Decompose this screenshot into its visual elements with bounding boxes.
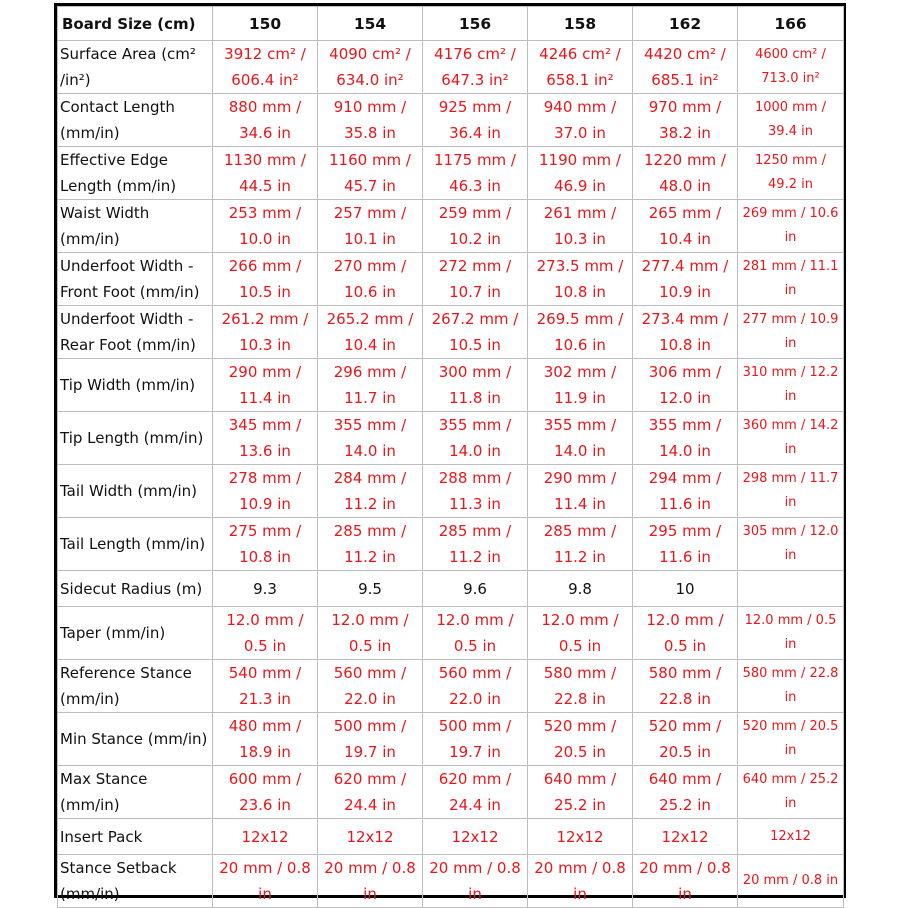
row-label: Max Stance (mm/in) [58,766,213,819]
spec-value-cell: 1175 mm / 46.3 in [423,147,528,200]
spec-value-cell: 20 mm / 0.8 in [318,855,423,908]
spec-value-cell: 306 mm / 12.0 in [633,359,738,412]
spec-value-cell: 12.0 mm / 0.5 in [213,607,318,660]
table-row [58,41,844,94]
spec-value-cell: 269.5 mm / 10.6 in [528,306,633,359]
spec-value-cell: 277 mm / 10.9 in [738,306,844,359]
spec-value-cell: 3912 cm² / 606.4 in² [213,41,318,94]
spec-value-cell: 300 mm / 11.8 in [423,359,528,412]
spec-value-cell: 9.5 [318,571,423,607]
spec-value-cell: 12.0 mm / 0.5 in [423,607,528,660]
spec-value-cell: 520 mm / 20.5 in [528,713,633,766]
spec-value-cell: 880 mm / 34.6 in [213,94,318,147]
spec-value-cell: 4090 cm² / 634.0 in² [318,41,423,94]
spec-value-cell: 970 mm / 38.2 in [633,94,738,147]
spec-value-cell: 285 mm / 11.2 in [318,518,423,571]
row-label: Sidecut Radius (m) [58,571,213,607]
spec-value-cell: 298 mm / 11.7 in [738,465,844,518]
spec-value-cell: 261 mm / 10.3 in [528,200,633,253]
spec-value-cell: 12x12 [738,819,844,855]
table-row [58,713,844,766]
table-row [58,306,844,359]
spec-value-cell: 910 mm / 35.8 in [318,94,423,147]
table-header [58,7,844,41]
spec-value-cell: 288 mm / 11.3 in [423,465,528,518]
spec-value-cell: 278 mm / 10.9 in [213,465,318,518]
spec-value-cell: 259 mm / 10.2 in [423,200,528,253]
header-corner-label: Board Size (cm) [58,7,213,41]
table-row [58,200,844,253]
spec-value-cell: 9.6 [423,571,528,607]
row-label: Taper (mm/in) [58,607,213,660]
table-row [58,359,844,412]
spec-value-cell: 265 mm / 10.4 in [633,200,738,253]
spec-value-cell: 355 mm / 14.0 in [318,412,423,465]
spec-value-cell: 275 mm / 10.8 in [213,518,318,571]
spec-value-cell: 257 mm / 10.1 in [318,200,423,253]
spec-value-cell: 20 mm / 0.8 in [423,855,528,908]
spec-value-cell: 12.0 mm / 0.5 in [633,607,738,660]
spec-value-cell: 4176 cm² / 647.3 in² [423,41,528,94]
spec-value-cell: 12x12 [213,819,318,855]
spec-value-cell: 360 mm / 14.2 in [738,412,844,465]
spec-value-cell: 12x12 [318,819,423,855]
row-label: Reference Stance (mm/in) [58,660,213,713]
header-size: 154 [318,7,423,41]
spec-value-cell: 261.2 mm / 10.3 in [213,306,318,359]
spec-table-frame [54,3,846,903]
spec-value-cell: 1160 mm / 45.7 in [318,147,423,200]
row-label: Min Stance (mm/in) [58,713,213,766]
table-row [58,412,844,465]
header-size: 158 [528,7,633,41]
spec-value-cell: 10 [633,571,738,607]
spec-value-cell: 12x12 [633,819,738,855]
spec-value-cell: 480 mm / 18.9 in [213,713,318,766]
spec-value-cell: 560 mm / 22.0 in [318,660,423,713]
spec-value-cell: 296 mm / 11.7 in [318,359,423,412]
spec-value-cell: 281 mm / 11.1 in [738,253,844,306]
spec-value-cell: 310 mm / 12.2 in [738,359,844,412]
spec-value-cell: 12x12 [423,819,528,855]
spec-value-cell: 540 mm / 21.3 in [213,660,318,713]
spec-value-cell: 285 mm / 11.2 in [528,518,633,571]
spec-value-cell: 302 mm / 11.9 in [528,359,633,412]
spec-value-cell: 273.5 mm / 10.8 in [528,253,633,306]
header-size: 162 [633,7,738,41]
row-label: Contact Length (mm/in) [58,94,213,147]
spec-value-cell: 267.2 mm / 10.5 in [423,306,528,359]
table-row [58,518,844,571]
spec-value-cell: 284 mm / 11.2 in [318,465,423,518]
spec-value-cell: 4600 cm² / 713.0 in² [738,41,844,94]
row-label: Tail Length (mm/in) [58,518,213,571]
spec-value-cell: 290 mm / 11.4 in [213,359,318,412]
spec-value-cell: 9.3 [213,571,318,607]
spec-value-cell: 266 mm / 10.5 in [213,253,318,306]
spec-value-cell: 12x12 [528,819,633,855]
header-size: 150 [213,7,318,41]
spec-value-cell: 270 mm / 10.6 in [318,253,423,306]
table-row [58,147,844,200]
spec-value-cell: 265.2 mm / 10.4 in [318,306,423,359]
table-row [58,253,844,306]
table-body [58,41,844,908]
row-label: Effective Edge Length (mm/in) [58,147,213,200]
row-label: Stance Setback (mm/in) [58,855,213,908]
spec-value-cell: 273.4 mm / 10.8 in [633,306,738,359]
spec-value-cell: 285 mm / 11.2 in [423,518,528,571]
spec-value-cell: 20 mm / 0.8 in [528,855,633,908]
spec-value-cell: 1130 mm / 44.5 in [213,147,318,200]
spec-value-cell: 520 mm / 20.5 in [633,713,738,766]
row-label: Waist Width (mm/in) [58,200,213,253]
spec-value-cell: 600 mm / 23.6 in [213,766,318,819]
spec-value-cell: 620 mm / 24.4 in [318,766,423,819]
header-size: 166 [738,7,844,41]
spec-value-cell: 500 mm / 19.7 in [318,713,423,766]
header-row [58,7,844,41]
spec-value-cell: 253 mm / 10.0 in [213,200,318,253]
spec-value-cell [738,571,844,607]
spec-value-cell: 269 mm / 10.6 in [738,200,844,253]
spec-value-cell: 520 mm / 20.5 in [738,713,844,766]
spec-value-cell: 12.0 mm / 0.5 in [528,607,633,660]
table-row [58,819,844,855]
board-spec-table [57,6,844,908]
spec-value-cell: 9.8 [528,571,633,607]
spec-value-cell: 940 mm / 37.0 in [528,94,633,147]
spec-value-cell: 1250 mm / 49.2 in [738,147,844,200]
spec-value-cell: 305 mm / 12.0 in [738,518,844,571]
spec-value-cell: 277.4 mm / 10.9 in [633,253,738,306]
row-label: Tip Length (mm/in) [58,412,213,465]
spec-value-cell: 345 mm / 13.6 in [213,412,318,465]
table-row [58,766,844,819]
table-row [58,465,844,518]
row-label: Insert Pack [58,819,213,855]
spec-value-cell: 20 mm / 0.8 in [213,855,318,908]
spec-value-cell: 580 mm / 22.8 in [528,660,633,713]
spec-value-cell: 12.0 mm / 0.5 in [318,607,423,660]
spec-value-cell: 1220 mm / 48.0 in [633,147,738,200]
spec-value-cell: 580 mm / 22.8 in [738,660,844,713]
spec-value-cell: 640 mm / 25.2 in [738,766,844,819]
spec-value-cell: 1190 mm / 46.9 in [528,147,633,200]
spec-value-cell: 560 mm / 22.0 in [423,660,528,713]
table-row [58,94,844,147]
spec-value-cell: 4246 cm² / 658.1 in² [528,41,633,94]
spec-value-cell: 355 mm / 14.0 in [633,412,738,465]
spec-value-cell: 355 mm / 14.0 in [423,412,528,465]
spec-value-cell: 640 mm / 25.2 in [528,766,633,819]
spec-value-cell: 500 mm / 19.7 in [423,713,528,766]
spec-value-cell: 620 mm / 24.4 in [423,766,528,819]
spec-value-cell: 294 mm / 11.6 in [633,465,738,518]
spec-value-cell: 580 mm / 22.8 in [633,660,738,713]
table-row [58,660,844,713]
spec-value-cell: 272 mm / 10.7 in [423,253,528,306]
spec-value-cell: 290 mm / 11.4 in [528,465,633,518]
spec-value-cell: 4420 cm² / 685.1 in² [633,41,738,94]
table-row [58,607,844,660]
spec-value-cell: 1000 mm / 39.4 in [738,94,844,147]
spec-value-cell: 640 mm / 25.2 in [633,766,738,819]
row-label: Tail Width (mm/in) [58,465,213,518]
row-label: Underfoot Width - Rear Foot (mm/in) [58,306,213,359]
spec-value-cell: 12.0 mm / 0.5 in [738,607,844,660]
header-size: 156 [423,7,528,41]
spec-value-cell: 20 mm / 0.8 in [633,855,738,908]
spec-value-cell: 295 mm / 11.6 in [633,518,738,571]
row-label: Tip Width (mm/in) [58,359,213,412]
spec-value-cell: 925 mm / 36.4 in [423,94,528,147]
row-label: Surface Area (cm² /in²) [58,41,213,94]
row-label: Underfoot Width - Front Foot (mm/in) [58,253,213,306]
spec-value-cell: 20 mm / 0.8 in [738,855,844,908]
table-row [58,571,844,607]
spec-value-cell: 355 mm / 14.0 in [528,412,633,465]
